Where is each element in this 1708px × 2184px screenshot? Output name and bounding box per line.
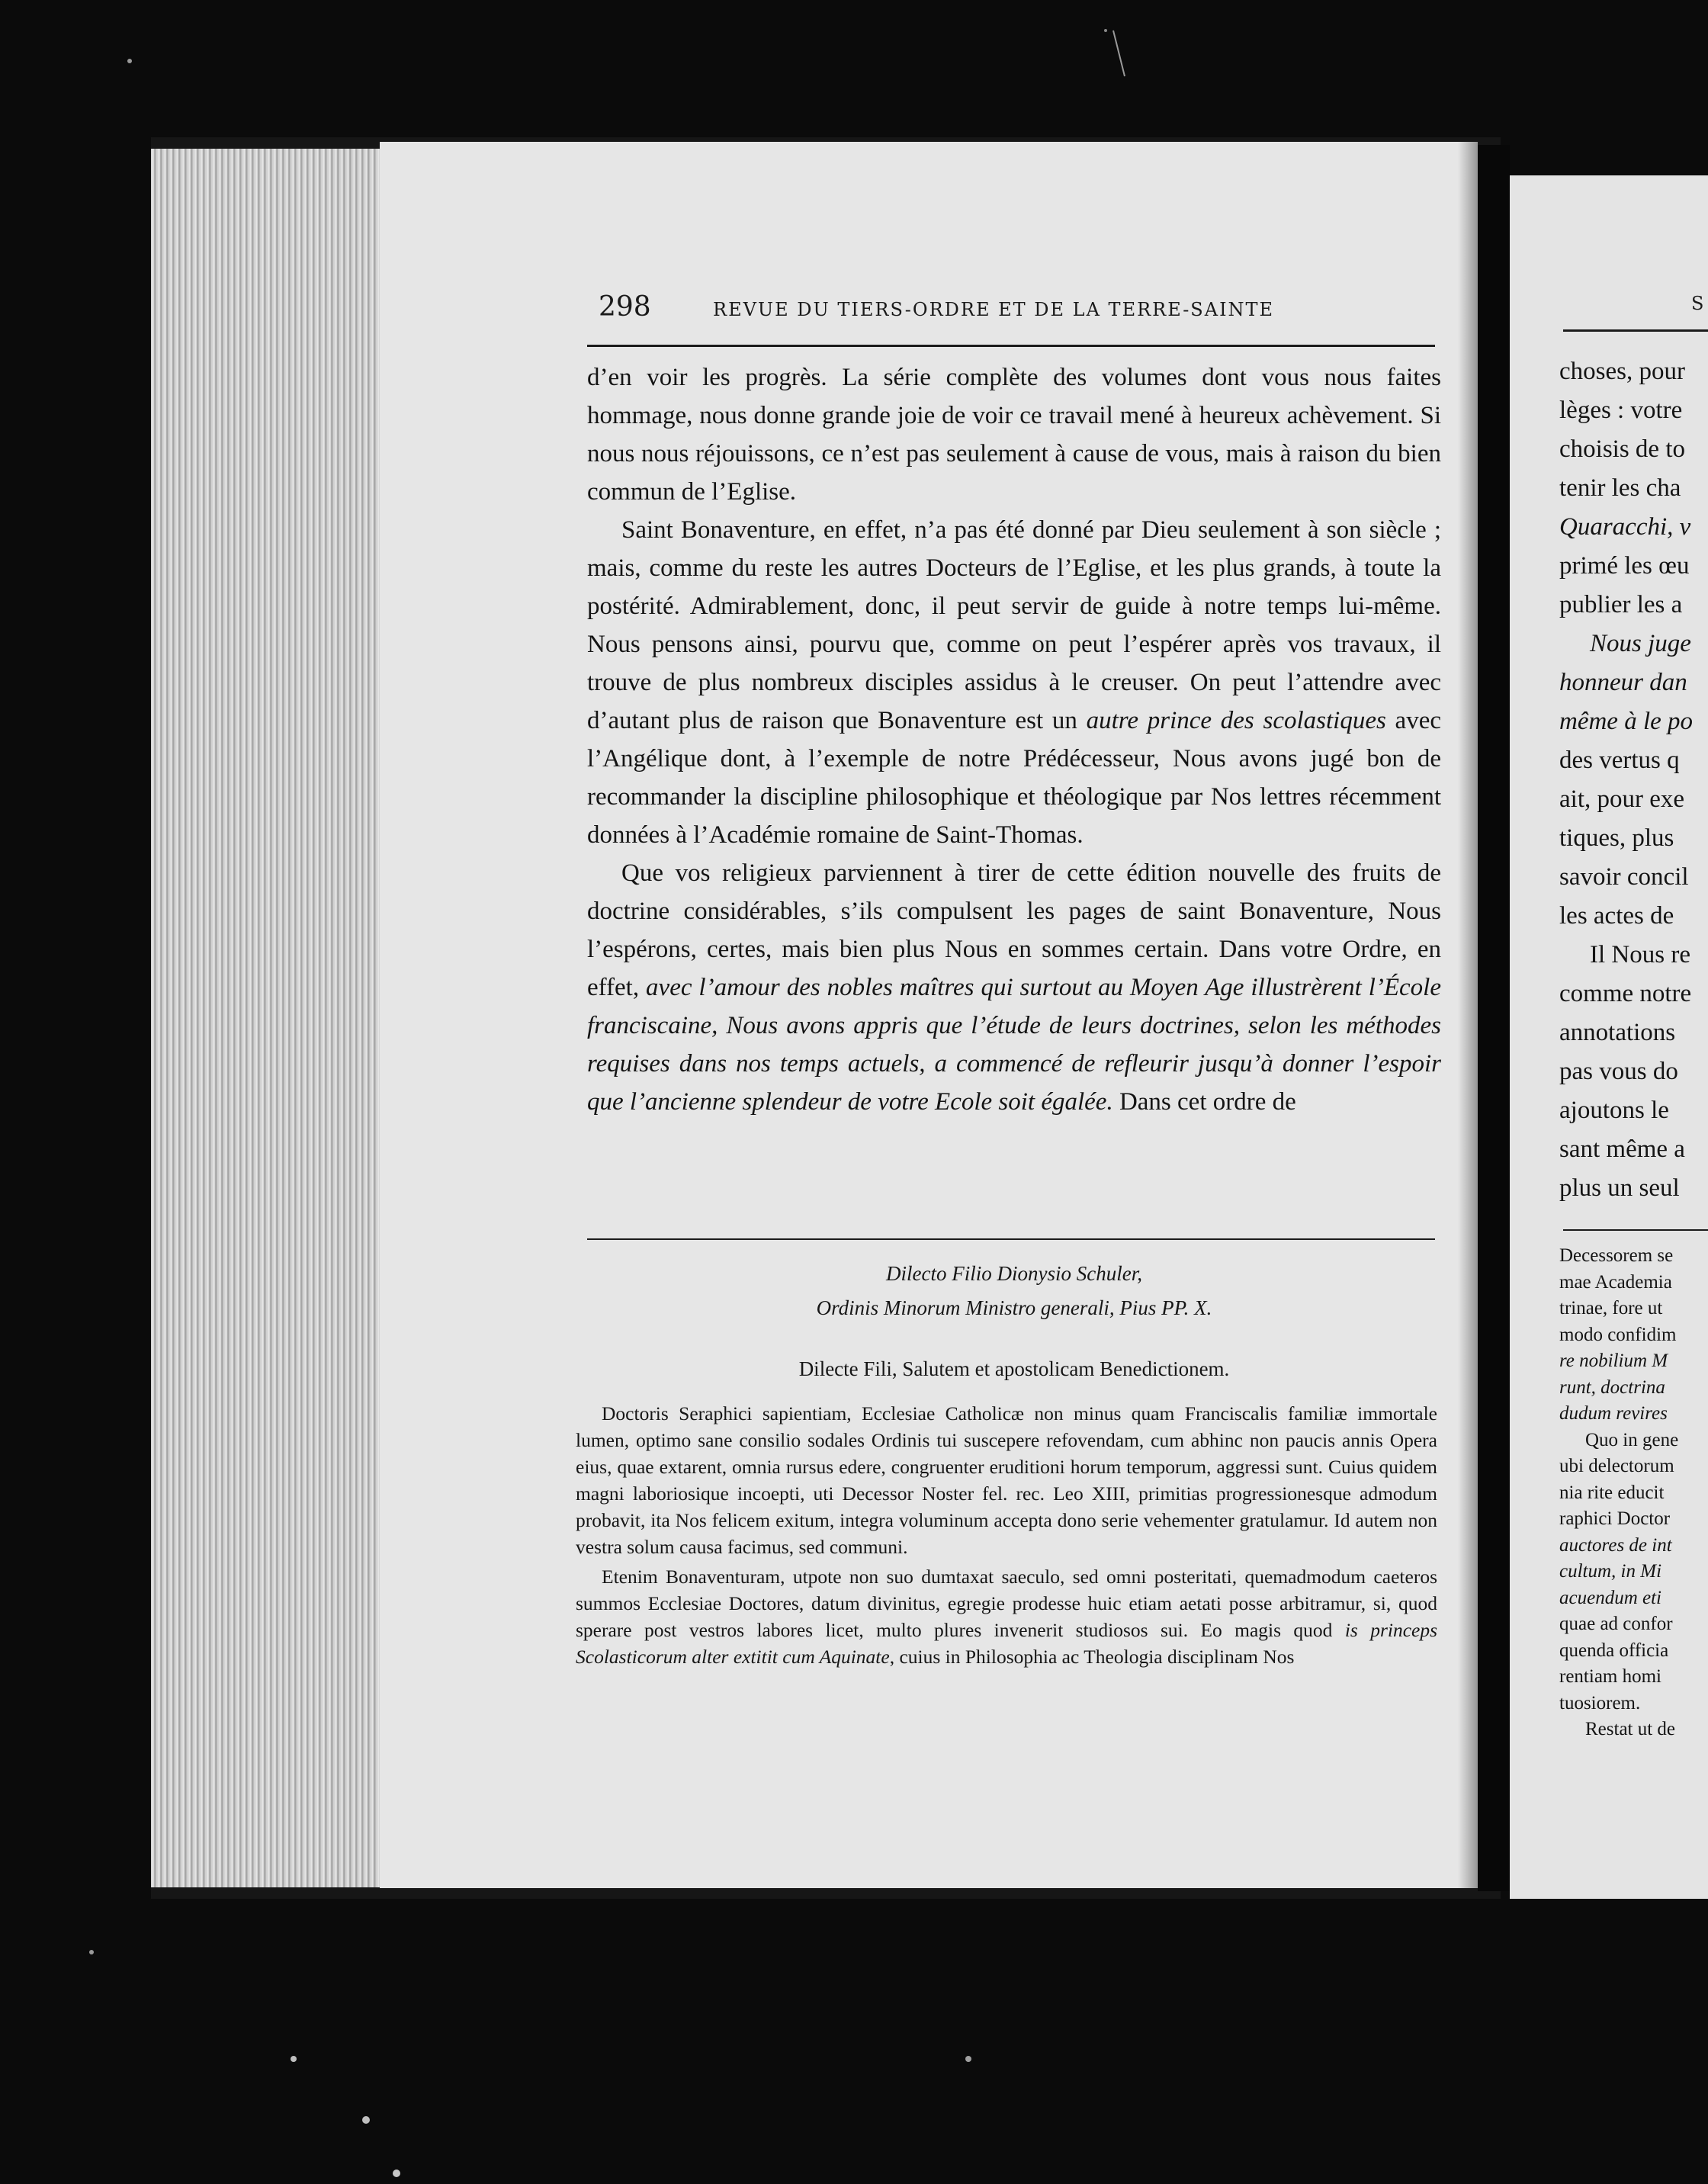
right-line: même à le po — [1559, 708, 1694, 735]
right-line: savoir concil — [1559, 863, 1689, 891]
french-translation — [587, 358, 1441, 1121]
page-edges — [151, 149, 380, 1887]
right-note-line: re nobilium M — [1559, 1351, 1668, 1371]
right-page-text — [1559, 352, 1708, 1208]
right-note-line: trinae, fore ut — [1559, 1298, 1663, 1318]
latin-paragraph-1: Doctoris Seraphici sapientiam, Ecclesiae Catholicæ non minus quam Franciscalis familiæ immortale lumen, optimo sane consilio sodales Ordinis tui suscepere refovendam, cum abhinc non paucis annis Opera eius, quae extarent, omnia rursus edere, congruenter eruditioni horum temporum, aggressi sunt. Cuius quidem magni laboriosique incoepti, uti Decessor Noster fel. rec. Leo XIII, primitias progressionesque admodum probavit, ita Nos felicem exitum, integra voluminum accepta dono serie vehementer gratulamur. Id autem non vestra solum causa facimus, sed communi. — [576, 1402, 1437, 1558]
right-note-line: ubi delectorum — [1559, 1456, 1674, 1476]
right-note-line: mae Academia — [1559, 1271, 1672, 1293]
paragraph-3: Que vos religieux parviennent à tirer de cette édition nouvelle des fruits de doctrine considérables, s’ils compulsent les pages de saint Bonaventure, Nous l’espérons, certes, mais bien plus Nous en sommes certain. Dans votre Ordre, en effet, avec l’amour des nobles maîtres qui surtout au Moyen Age illustrèrent l’École franciscaine, Nous avons appris que l’étude de leurs doctrines, selon les méthodes requises dans nos temps actuels, a commencé de refleurir jusqu’à donner l’espoir que l’ancienne splendeur de votre Ecole soit égalée. Dans cet ordre de — [587, 859, 1441, 1116]
right-line: Il Nous re — [1590, 941, 1690, 968]
right-line: honneur dan — [1559, 669, 1687, 696]
running-head — [599, 291, 1437, 329]
right-note-line: runt, doctrina — [1559, 1376, 1665, 1398]
right-header-rule — [1563, 329, 1708, 332]
right-note-line: quenda officia — [1559, 1640, 1669, 1661]
right-line: choisis de to — [1559, 435, 1685, 463]
right-note-line: nia rite educit — [1559, 1482, 1665, 1503]
right-note-line: acuendum eti — [1559, 1587, 1661, 1608]
right-line: pas vous do — [1559, 1058, 1678, 1085]
right-note-line: auctores de int — [1559, 1534, 1672, 1556]
right-line: comme notre — [1559, 980, 1692, 1007]
right-footnote-rule — [1563, 1229, 1708, 1231]
right-line: lèges : votre — [1559, 397, 1683, 424]
right-line: plus un seul — [1559, 1174, 1680, 1202]
right-note-line: Restat ut de — [1585, 1719, 1676, 1739]
right-note-line: rentiam homi — [1559, 1666, 1661, 1687]
book-gutter — [1478, 145, 1510, 1891]
right-line: Quaracchi, v — [1559, 513, 1691, 541]
right-note-line: Decessorem se — [1559, 1245, 1674, 1266]
right-line: ait, pour exe — [1559, 785, 1685, 813]
right-running-head: S — [1691, 293, 1704, 314]
right-line: publier les a — [1559, 591, 1683, 618]
right-line: les actes de — [1559, 902, 1674, 930]
right-line: des vertus q — [1559, 747, 1680, 774]
right-line: choses, pour — [1559, 358, 1685, 385]
right-line: ajoutons le — [1559, 1097, 1669, 1124]
right-note-line: cultum, in Mi — [1559, 1561, 1662, 1582]
latin-paragraph-2: Etenim Bonaventuram, utpote non suo dumtaxat saeculo, sed omni posteritati, quemadmodum caeteros summos Ecclesiae Doctores, datum divinitus, egregie prodesse huic etiam aetati posse arbitramur, si, quod sperare post vestros labores licet, multo plures invenerit studiosos sui. Eo magis quod is princeps Scolasticorum alter extitit cum Aquinate, cuius in Philosophia ac Theologia disciplinam Nos — [576, 1566, 1438, 1668]
letter-address — [587, 1257, 1441, 1325]
right-note-line: quae ad confor — [1559, 1614, 1673, 1634]
right-note-line: Quo in gene — [1585, 1429, 1679, 1450]
paragraph-2: Saint Bonaventure, en effet, n’a pas été donné par Dieu seulement à son siècle ; mais, comme du reste les autres Docteurs de l’Eglise, et les plus grands, à toute la postérité. Admirablement, donc, il peut servir de guide à notre temps lui-même. Nous pensons ainsi, pourvu que, comme on peut l’espérer après vos travaux, il trouve de plus nombreux disciples assidus à le creuser. On peut l’attendre avec d’autant plus de raison que Bonaventure est un autre prince des scolastiques avec l’Angélique dont, à l’exemple de notre Prédécesseur, Nous avons jugé bon de recommander la discipline philosophique et théologique par Nos lettres récemment données à l’Académie romaine de Saint-Thomas. — [587, 516, 1441, 849]
right-note-line: tuosiorem. — [1559, 1692, 1641, 1713]
right-line: tiques, plus — [1559, 824, 1674, 852]
running-title: REVUE DU TIERS-ORDRE ET DE LA TERRE-SAINTE — [713, 299, 1275, 320]
right-line: primé les œu — [1559, 552, 1690, 580]
right-line: sant même a — [1559, 1135, 1685, 1163]
right-page-latin — [1559, 1243, 1708, 1743]
letter-salutation: Dilecte Fili, Salutem et apostolicam Benedictionem. — [798, 1357, 1230, 1380]
right-note-line: modo confidim — [1559, 1324, 1677, 1345]
right-note-line: dudum revires — [1559, 1403, 1668, 1424]
paragraph-1: d’en voir les progrès. La série complète des volumes dont vous nous faites hommage, nous donne grande joie de voir ce travail mené à heureux achèvement. Si nous nous réjouissons, ce n’est pas seulement à cause de vous, mais à raison du bien commun de l’Eglise. — [587, 364, 1441, 506]
right-note-line: raphici Doctor — [1559, 1508, 1671, 1529]
footnote-rule — [587, 1238, 1435, 1240]
right-line: Nous juge — [1590, 630, 1691, 657]
right-line: annotations — [1559, 1019, 1676, 1046]
page-number: 298 — [599, 291, 651, 323]
header-rule — [587, 345, 1435, 347]
right-line: tenir les cha — [1559, 474, 1681, 502]
address-line-1: Dilecto Filio Dionysio Schuler, — [886, 1262, 1142, 1285]
address-line-2: Ordinis Minorum Ministro generali, Pius PP. X. — [816, 1296, 1212, 1319]
latin-original — [576, 1400, 1437, 1673]
